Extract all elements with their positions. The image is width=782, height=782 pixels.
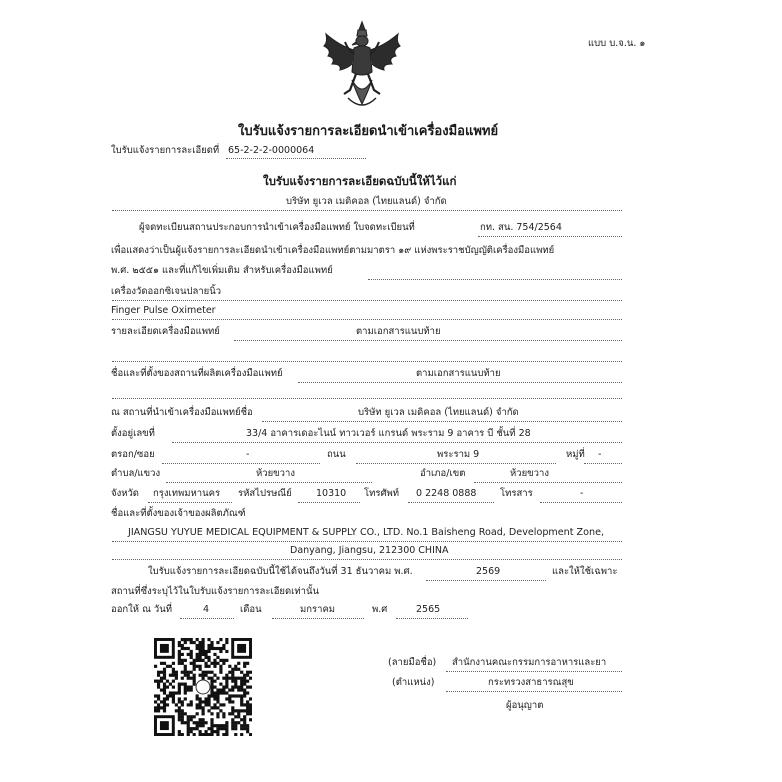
district-value: ห้วยขวาง xyxy=(510,468,549,479)
company-name: บริษัท ยูเวล เมดิคอล (ไทยแลนด์) จำกัด xyxy=(286,196,447,207)
owner-underline-2 xyxy=(112,559,622,560)
validity-year: 2569 xyxy=(476,566,501,577)
postcode-label: รหัสไปรษณีย์ xyxy=(238,488,292,499)
province-underline xyxy=(148,502,232,503)
issued-month-underline xyxy=(272,618,364,619)
subdistrict-value: ห้วยขวาง xyxy=(256,468,295,479)
validity-tail: และให้ใช้เฉพาะ xyxy=(552,566,618,577)
phone-underline xyxy=(408,502,494,503)
manufacturer-underline xyxy=(298,382,622,383)
manufacturer-label: ชื่อและที่ตั้งของสถานที่ผลิตเครื่องมือแพทย์ xyxy=(111,368,283,379)
licensor-label: ผู้อนุญาต xyxy=(506,700,544,711)
validity-year-underline xyxy=(426,580,546,581)
province-label: จังหวัด xyxy=(111,488,139,499)
month-label: เดือน xyxy=(240,604,262,615)
importer-value: บริษัท ยูเวล เมดิคอล (ไทยแลนด์) จำกัด xyxy=(358,407,519,418)
importer-underline xyxy=(262,421,622,422)
fax-underline xyxy=(540,502,622,503)
road-value: พระราม 9 xyxy=(437,449,480,460)
road-underline xyxy=(356,463,556,464)
issued-year-underline xyxy=(396,618,468,619)
issued-label: ออกให้ ณ วันที่ xyxy=(111,604,173,615)
details-underline-2 xyxy=(112,361,622,362)
soi-underline xyxy=(162,463,320,464)
declaration-line-2: เพื่อแสดงว่าเป็นผู้แจ้งรายการละเอียดนำเข้าเครื่องมือแพทย์ตามมาตรา ๑๙ แห่งพระราชบัญญัติเครื่องมือแพทย์ xyxy=(111,245,555,256)
moo-label: หมู่ที่ xyxy=(566,449,585,460)
owner-label: ชื่อและที่ตั้งของเจ้าของผลิตภัณฑ์ xyxy=(111,508,246,519)
qr-code-icon[interactable] xyxy=(154,638,252,736)
registration-number: กท. สน. 754/2564 xyxy=(480,222,562,233)
form-code: แบบ บ.จ.น. ๑ xyxy=(588,38,646,49)
declaration-underline xyxy=(368,279,622,280)
district-label: อำเภอ/เขต xyxy=(420,468,466,479)
registration-text: ผู้จดทะเบียนสถานประกอบการนำเข้าเครื่องมือแพทย์ ใบจดทะเบียนที่ xyxy=(139,222,415,233)
owner-address-line-1: JIANGSU YUYUE MEDICAL EQUIPMENT & SUPPLY CO., LTD. No.1 Baisheng Road, Development Zone, xyxy=(128,527,605,538)
postcode-value: 10310 xyxy=(316,488,347,499)
device-english-underline xyxy=(112,319,622,320)
subdistrict-label: ตำบล/แขวง xyxy=(111,468,161,479)
doc-no-value: 65-2-2-2-0000064 xyxy=(228,145,315,156)
position-label: (ตำแหน่ง) xyxy=(392,677,435,688)
moo-underline xyxy=(584,463,622,464)
subtitle: ใบรับแจ้งรายการละเอียดฉบับนี้ให้ไว้แก่ xyxy=(263,174,457,188)
issued-month: มกราคม xyxy=(300,604,336,615)
fax-label: โทรสาร xyxy=(500,488,533,499)
issued-year: 2565 xyxy=(416,604,441,615)
position-value: กระทรวงสาธารณสุข xyxy=(488,677,574,688)
phone-value: 0 2248 0888 xyxy=(416,488,477,499)
device-thai-underline xyxy=(112,300,622,301)
device-name-thai: เครื่องวัดออกซิเจนปลายนิ้ว xyxy=(111,286,222,297)
device-name-english: Finger Pulse Oximeter xyxy=(111,305,216,316)
validity-text: ใบรับแจ้งรายการละเอียดฉบับนี้ใช้ได้จนถึงวันที่ 31 ธันวาคม พ.ศ. xyxy=(148,566,413,577)
road-label: ถนน xyxy=(327,449,346,460)
doc-no-underline xyxy=(226,158,366,159)
details-underline xyxy=(234,340,622,341)
soi-label: ตรอก/ซอย xyxy=(111,449,155,460)
position-underline xyxy=(446,691,622,692)
subdistrict-underline xyxy=(166,482,372,483)
fax-value: - xyxy=(580,488,584,499)
district-underline xyxy=(474,482,622,483)
signature-label: (ลายมือชื่อ) xyxy=(388,657,437,668)
validity-line-2: สถานที่ซึ่งระบุไว้ในใบรับแจ้งรายการละเอียดเท่านั้น xyxy=(111,586,319,597)
details-label: รายละเอียดเครื่องมือแพทย์ xyxy=(111,326,220,337)
soi-value: - xyxy=(246,449,250,460)
manufacturer-underline-2 xyxy=(112,398,622,399)
phone-label: โทรศัพท์ xyxy=(364,488,400,499)
issued-day-underline xyxy=(180,618,234,619)
manufacturer-value: ตามเอกสารแนบท้าย xyxy=(416,368,501,379)
moo-value: - xyxy=(598,449,602,460)
owner-underline-1 xyxy=(112,541,622,542)
owner-address-line-2: Danyang, Jiangsu, 212300 CHINA xyxy=(290,545,449,556)
province-value: กรุงเทพมหานคร xyxy=(153,488,221,499)
declaration-line-3: พ.ศ. ๒๕๕๑ และที่แก้ไขเพิ่มเติม สำหรับเครื่องมือแพทย์ xyxy=(111,265,333,276)
year-label: พ.ศ xyxy=(372,604,388,615)
signature-underline xyxy=(446,671,622,672)
importer-label: ณ สถานที่นำเข้าเครื่องมือแพทย์ชื่อ xyxy=(111,407,253,418)
doc-no-label: ใบรับแจ้งรายการละเอียดที่ xyxy=(111,145,220,156)
company-underline xyxy=(112,210,622,211)
signature-value: สำนักงานคณะกรรมการอาหารและยา xyxy=(452,657,607,668)
address-value: 33/4 อาคารเดอะไนน์ ทาวเวอร์ แกรนด์ พระราม 9 อาคาร บี ชั้นที่ 28 xyxy=(246,428,531,439)
garuda-emblem-icon xyxy=(318,20,406,110)
document-title: ใบรับแจ้งรายการละเอียดนำเข้าเครื่องมือแพทย์ xyxy=(238,124,499,139)
registration-underline xyxy=(478,236,622,237)
address-label: ตั้งอยู่เลขที่ xyxy=(111,428,155,439)
address-underline xyxy=(172,442,622,443)
details-value: ตามเอกสารแนบท้าย xyxy=(356,326,441,337)
postcode-underline xyxy=(298,502,360,503)
issued-day: 4 xyxy=(203,604,210,615)
